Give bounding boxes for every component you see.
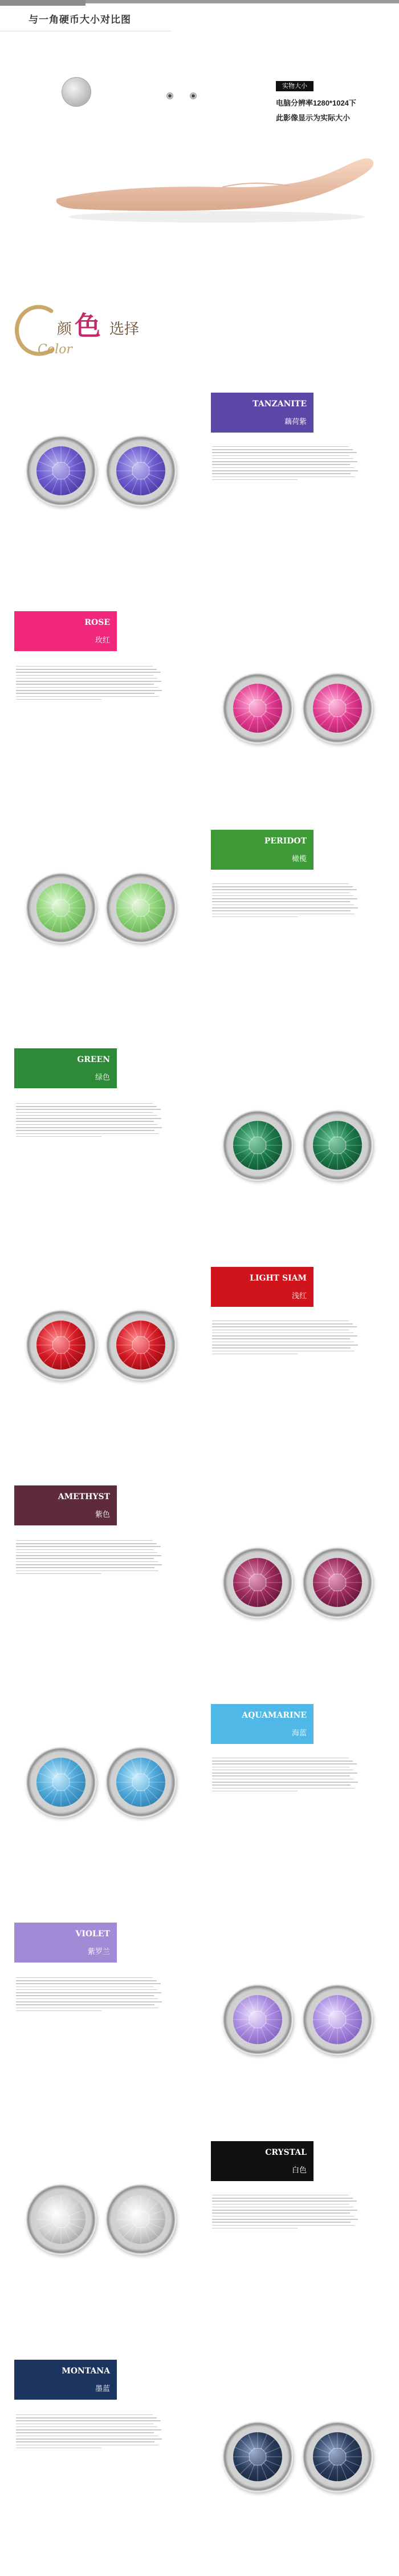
description-line <box>212 1326 357 1327</box>
description-line <box>16 1130 154 1131</box>
color-description <box>16 2412 164 2450</box>
description-line <box>16 1573 101 1574</box>
description-line <box>16 666 153 667</box>
description-line <box>16 681 161 682</box>
earring-stud-right <box>105 1747 176 1818</box>
description-line <box>212 452 357 453</box>
gem-facets-icon <box>233 1558 282 1607</box>
gem-facets-icon <box>36 883 85 932</box>
description-line <box>16 1121 154 1122</box>
description-line <box>16 1118 161 1119</box>
gem-facets-icon <box>36 446 85 495</box>
color-name-cn: 墨蓝 <box>95 2384 110 2393</box>
description-line <box>16 1992 161 1993</box>
earring-stud-left <box>26 1310 96 1380</box>
earring-stud-right <box>105 2184 176 2255</box>
description-line <box>212 2210 357 2211</box>
earring-stud-left <box>222 673 293 744</box>
gem-facets-icon <box>116 446 165 495</box>
color-name-en: ROSE <box>84 618 110 627</box>
color-label-tanzanite <box>211 393 314 433</box>
description-line <box>16 2438 162 2440</box>
description-line <box>212 1772 357 1774</box>
description-line <box>16 1564 162 1565</box>
description-line <box>16 2441 154 2442</box>
gemstone <box>313 684 362 733</box>
description-line <box>16 2429 161 2430</box>
earring-stud-right <box>302 673 373 744</box>
description-line <box>16 672 161 673</box>
mini-earring-right <box>190 92 197 99</box>
description-line <box>212 907 358 909</box>
description-line <box>16 1998 158 2000</box>
color-name-en: AMETHYST <box>58 1492 110 1501</box>
description-line <box>16 2432 154 2433</box>
gem-facets-icon <box>116 883 165 932</box>
color-name-cn: 白色 <box>291 2166 307 2174</box>
description-line <box>212 2228 298 2229</box>
description-line <box>212 1782 358 1783</box>
description-line <box>16 2445 158 2446</box>
gemstone <box>116 2195 165 2244</box>
earring-stud-left <box>222 1110 293 1181</box>
description-line <box>16 693 154 694</box>
gem-facets-icon <box>233 1121 282 1170</box>
color-name-en: PERIDOT <box>264 837 307 846</box>
description-line <box>212 470 358 471</box>
description-line <box>212 1354 298 1355</box>
gemstone <box>36 1321 85 1370</box>
description-line <box>212 479 298 481</box>
color-logo-text-right: 选择 <box>109 321 140 338</box>
description-line <box>212 1758 349 1759</box>
color-description <box>212 2193 360 2231</box>
description-line <box>212 910 351 911</box>
description-line <box>16 1124 158 1125</box>
color-description <box>212 1755 360 1794</box>
description-line <box>212 1321 349 1322</box>
color-label-violet <box>14 1923 117 1963</box>
description-line <box>16 1103 153 1104</box>
gemstone <box>233 2432 282 2481</box>
description-line <box>212 898 357 899</box>
gemstone <box>36 2195 85 2244</box>
description-line <box>212 1775 350 1776</box>
earring-stud-right <box>302 1110 373 1181</box>
description-line <box>16 1133 158 1134</box>
description-line <box>212 458 353 459</box>
description-line <box>16 2001 162 2002</box>
gem-facets-icon <box>313 684 362 733</box>
actual-size-badge: 实物大小 <box>276 81 314 91</box>
description-line <box>212 1770 353 1771</box>
earring-stud-right <box>302 1547 373 1618</box>
description-line <box>16 690 162 691</box>
earring-stud-right <box>302 1984 373 2055</box>
earring-stud-right <box>105 1310 176 1380</box>
earring-stud-left <box>26 873 96 943</box>
description-line <box>16 1106 157 1107</box>
earring-stud-right <box>105 435 176 506</box>
color-description <box>212 881 360 919</box>
description-line <box>212 1335 357 1337</box>
gem-facets-icon <box>313 2432 362 2481</box>
hand-image <box>51 131 382 228</box>
description-line <box>16 1986 153 1988</box>
description-line <box>16 1977 153 1979</box>
description-line <box>16 1558 154 1559</box>
color-name-cn: 海蓝 <box>291 1729 307 1737</box>
description-line <box>212 893 349 894</box>
description-line <box>16 2417 157 2418</box>
description-line <box>16 687 158 688</box>
description-line <box>212 467 354 469</box>
description-line <box>212 2195 349 2196</box>
description-line <box>212 1333 353 1334</box>
description-line <box>212 2219 358 2220</box>
gem-facets-icon <box>313 1121 362 1170</box>
description-line <box>212 455 349 457</box>
description-line <box>212 1784 351 1786</box>
gem-facets-icon <box>116 2195 165 2244</box>
description-line <box>212 1330 349 1331</box>
gemstone <box>116 1321 165 1370</box>
description-line <box>16 1115 157 1116</box>
gem-facets-icon <box>313 1995 362 2044</box>
description-line <box>212 914 355 915</box>
description-line <box>16 1109 161 1110</box>
description-line <box>16 1980 157 1981</box>
description-line <box>16 675 153 676</box>
color-name-cn: 橄榄 <box>291 854 307 863</box>
description-line <box>16 1546 161 1547</box>
resolution-note: 电脑分辨率1280*1024下 <box>276 99 356 107</box>
description-line <box>16 1549 153 1551</box>
color-label-peridot <box>211 830 314 870</box>
description-line <box>16 1552 157 1553</box>
color-name-en: LIGHT SIAM <box>250 1274 307 1283</box>
earring-stud-left <box>26 2184 96 2255</box>
gem-facets-icon <box>36 1321 85 1370</box>
description-line <box>212 1344 358 1346</box>
color-name-cn: 紫罗兰 <box>87 1947 110 1956</box>
color-name-cn: 紫色 <box>95 1510 110 1519</box>
description-line <box>16 1567 154 1568</box>
earring-stud-right <box>302 2421 373 2492</box>
description-line <box>16 696 158 697</box>
color-label-amethyst <box>14 1485 117 1525</box>
description-line <box>212 1779 354 1780</box>
description-line <box>16 1136 101 1137</box>
description-line <box>16 684 154 685</box>
description-line <box>212 2198 353 2199</box>
header-tag <box>0 0 85 6</box>
color-description <box>212 1318 360 1356</box>
description-line <box>16 2420 161 2421</box>
gemstone <box>313 1995 362 2044</box>
description-line <box>16 1995 154 1996</box>
description-line <box>16 2426 157 2428</box>
description-line <box>212 886 353 887</box>
color-description <box>16 1101 164 1139</box>
description-line <box>16 1112 153 1113</box>
description-line <box>16 1555 161 1556</box>
description-line <box>212 446 349 447</box>
description-line <box>212 2225 355 2226</box>
earring-stud-left <box>222 1984 293 2055</box>
description-line <box>16 1543 157 1544</box>
page-title: 与一角硬币大小对比图 <box>28 14 131 25</box>
earring-stud-left <box>26 1747 96 1818</box>
color-description <box>16 664 164 702</box>
description-line <box>16 699 101 700</box>
gem-facets-icon <box>233 1995 282 2044</box>
description-line <box>16 1561 158 1562</box>
gemstone <box>36 883 85 932</box>
gemstone <box>116 1758 165 1807</box>
color-name-cn: 浅红 <box>291 1291 307 1300</box>
gem-facets-icon <box>116 1758 165 1807</box>
description-line <box>212 889 357 890</box>
earring-stud-left <box>222 2421 293 2492</box>
color-name-en: CRYSTAL <box>265 2148 307 2157</box>
gem-facets-icon <box>233 684 282 733</box>
description-line <box>16 1127 162 1128</box>
description-line <box>212 1791 298 1792</box>
description-line <box>16 2010 101 2012</box>
gemstone <box>116 883 165 932</box>
color-logo-text-left: 颜 <box>57 321 72 338</box>
gemstone <box>36 446 85 495</box>
gem-facets-icon <box>116 1321 165 1370</box>
color-name-en: GREEN <box>77 1055 110 1064</box>
gemstone <box>313 2432 362 2481</box>
description-line <box>16 669 157 670</box>
color-label-montana <box>14 2360 117 2400</box>
gemstone <box>233 1121 282 1170</box>
description-line <box>212 1788 355 1789</box>
description-line <box>212 2204 349 2205</box>
description-line <box>212 2207 353 2208</box>
color-description <box>16 1975 164 2013</box>
gemstone <box>233 684 282 733</box>
description-line <box>212 2222 351 2223</box>
description-line <box>212 464 350 465</box>
description-line <box>212 2212 350 2214</box>
description-line <box>16 1989 157 1990</box>
description-line <box>212 1761 353 1762</box>
mini-earring-left <box>166 92 173 99</box>
color-label-rose <box>14 611 117 651</box>
gem-facets-icon <box>36 1758 85 1807</box>
earring-stud-right <box>105 873 176 943</box>
description-line <box>16 2448 101 2449</box>
description-line <box>16 2436 158 2437</box>
description-line <box>212 1347 351 1348</box>
description-line <box>212 477 355 478</box>
color-label-light-siam <box>211 1267 314 1307</box>
description-line <box>16 2424 153 2425</box>
coin-image <box>62 77 91 107</box>
color-label-aquamarine <box>211 1704 314 1744</box>
color-name-en: TANZANITE <box>253 399 307 409</box>
description-line <box>212 1338 350 1339</box>
earring-stud-left <box>222 1547 293 1618</box>
color-name-cn: 绿色 <box>95 1073 110 1081</box>
description-line <box>212 1767 349 1768</box>
gemstone <box>233 1995 282 2044</box>
gem-facets-icon <box>233 2432 282 2481</box>
description-line <box>212 916 298 918</box>
actual-size-note: 此影像显示为实际大小 <box>276 114 351 122</box>
color-name-en: VIOLET <box>75 1929 110 1939</box>
description-line <box>212 473 351 474</box>
description-line <box>16 1983 161 1984</box>
gemstone <box>313 1121 362 1170</box>
color-name-en: MONTANA <box>62 2367 110 2376</box>
description-line <box>212 1323 353 1325</box>
description-line <box>212 461 357 462</box>
color-name-cn: 藕荷紫 <box>284 417 307 426</box>
description-line <box>212 901 350 902</box>
gem-facets-icon <box>313 1558 362 1607</box>
description-line <box>212 895 353 897</box>
gemstone <box>116 446 165 495</box>
description-line <box>212 2200 357 2202</box>
gemstone <box>313 1558 362 1607</box>
earring-stud-left <box>26 435 96 506</box>
color-name-cn: 玫红 <box>95 636 110 644</box>
description-line <box>16 1540 153 1541</box>
color-logo-text-main: 色 <box>75 310 101 341</box>
description-line <box>212 905 354 906</box>
description-line <box>212 449 353 450</box>
description-line <box>16 678 157 679</box>
description-line <box>212 1763 357 1765</box>
description-line <box>16 1570 158 1572</box>
color-name-en: AQUAMARINE <box>242 1711 307 1720</box>
gem-facets-icon <box>36 2195 85 2244</box>
description-line <box>212 2216 354 2217</box>
description-line <box>212 1342 354 1343</box>
description-line <box>16 2008 158 2009</box>
color-label-crystal <box>211 2141 314 2181</box>
gemstone <box>36 1758 85 1807</box>
description-line <box>16 2004 154 2005</box>
description-line <box>212 1351 355 1352</box>
color-description <box>212 444 360 482</box>
color-label-green <box>14 1048 117 1088</box>
color-description <box>16 1538 164 1576</box>
description-line <box>16 2415 153 2416</box>
description-line <box>212 883 349 885</box>
color-logo-english: Color <box>38 342 72 357</box>
gemstone <box>233 1558 282 1607</box>
